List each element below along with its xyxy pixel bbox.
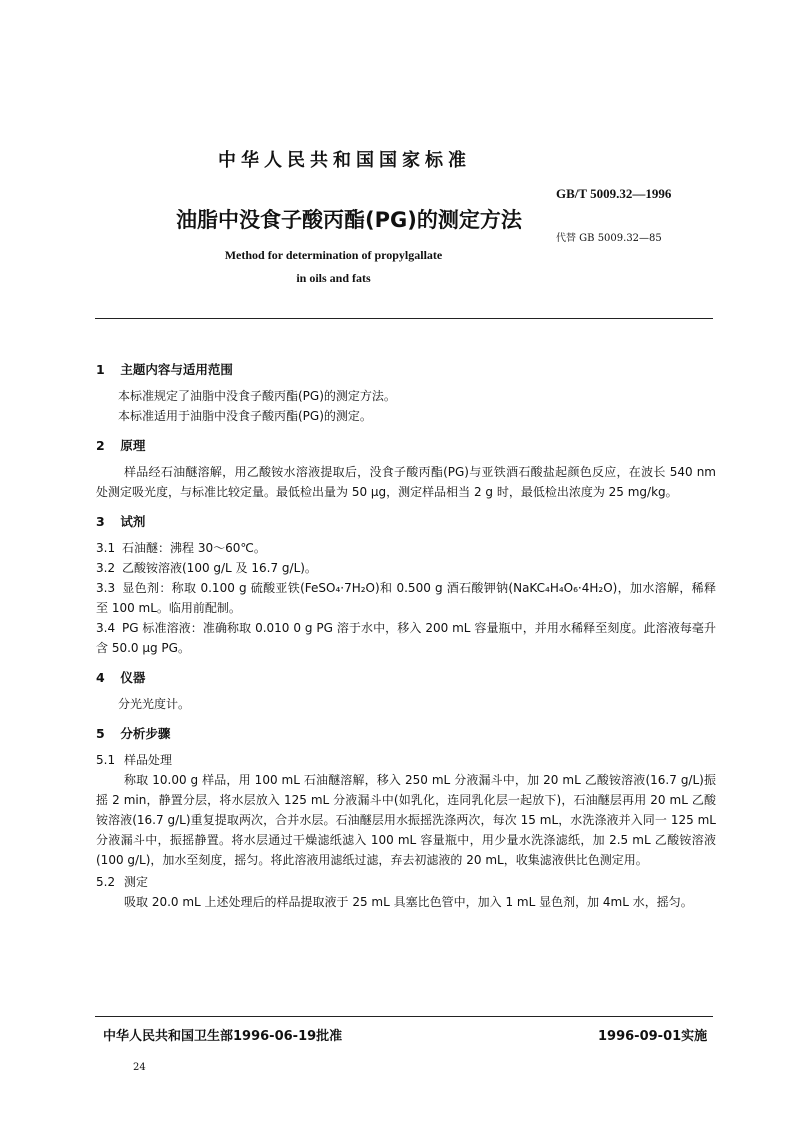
- section-1-heading: [96, 360, 716, 380]
- section-title: 试剂: [120, 514, 146, 529]
- section-number: 4: [96, 670, 105, 685]
- paragraph: 本标准规定了油脂中没食子酸丙酯(PG)的测定方法。: [118, 389, 396, 403]
- section-title: 原理: [120, 438, 146, 453]
- section-3-heading: [96, 512, 716, 532]
- document-body: [96, 356, 716, 912]
- standard-org-title: 中华人民共和国国家标准: [218, 150, 471, 171]
- section-number: 3: [96, 514, 105, 529]
- section-2-heading: [96, 436, 716, 456]
- reagent-item: 3.1 石油醚：沸程 30～60℃。: [96, 541, 266, 555]
- paragraph: 分光光度计。: [118, 697, 191, 711]
- paragraph: 吸取 20.0 mL 上述处理后的样品提取液于 25 mL 具塞比色管中，加入 1 mL 显色剂，加 4mL 水，摇匀。: [124, 895, 693, 909]
- section-5-heading: [96, 724, 716, 744]
- section-title: 分析步骤: [120, 726, 171, 741]
- approval-note: 中华人民共和国卫生部1996-06-19批准: [103, 1029, 343, 1044]
- english-title-line1: Method for determination of propylgallate: [224, 248, 443, 262]
- page-number: 24: [133, 1062, 146, 1073]
- paragraph: 本标准适用于油脂中没食子酸丙酯(PG)的测定。: [118, 409, 372, 423]
- replaces-note: 代替 GB 5009.32—85: [556, 233, 662, 244]
- section-4-heading: [96, 668, 716, 688]
- standard-title: 油脂中没食子酸丙酯(PG)的测定方法: [176, 208, 522, 232]
- paragraph: 样品经石油醚溶解，用乙酸铵水溶液提取后，没食子酸丙酯(PG)与亚铁酒石酸盐起颜色反应，在波长 540 nm 处测定吸光度，与标准比较定量。最低检出量为 50 μg，测定样品相当 2 g 时，最低检出浓度为 25 mg/kg。: [96, 465, 716, 499]
- paragraph: 称取 10.00 g 样品，用 100 mL 石油醚溶解，移入 250 mL 分液漏斗中，加 20 mL 乙酸铵溶液(16.7 g/L)振摇 2 min，静置分层，将水层放入 125 mL 分液漏斗中(如乳化，连同乳化层一起放下)，石油醚层再用 20 mL 乙酸铵溶液(16.7 g/L)重复提取两次，合并水层。石油醚层用水振摇洗涤两次，每次 15 mL，水洗涤液并入同一 125 mL 分液漏斗中，振摇静置。将水层通过干燥滤纸滤入 100 mL 容量瓶中，用少量水洗涤滤纸，加 2.5 mL 乙酸铵溶液(100 g/L)，加水至刻度，摇匀。将此溶液用滤纸过滤，弃去初滤液的 20 mL，收集滤液供比色测定用。: [96, 773, 716, 867]
- footer-divider: [95, 1016, 713, 1017]
- standard-code: GB/T 5009.32—1996: [556, 186, 672, 201]
- reagent-item: 3.4 PG 标准溶液：准确称取 0.010 0 g PG 溶于水中，移入 200 mL 容量瓶中，并用水稀释至刻度。此溶液每毫升含 50.0 μg PG。: [96, 621, 716, 655]
- reagent-item: 3.3 显色剂：称取 0.100 g 硫酸亚铁(FeSO₄·7H₂O)和 0.500 g 酒石酸钾钠(NaKC₄H₄O₆·4H₂O)，加水溶解，稀释至 100 mL。临用前配制。: [96, 581, 716, 615]
- section-number: 1: [96, 362, 105, 377]
- section-title: 主题内容与适用范围: [120, 362, 233, 377]
- subsection-heading: 5.1 样品处理: [96, 753, 173, 767]
- section-title: 仪器: [120, 670, 146, 685]
- reagent-item: 3.2 乙酸铵溶液(100 g/L 及 16.7 g/L)。: [96, 561, 317, 575]
- subsection-heading: 5.2 测定: [96, 875, 149, 889]
- header-divider: [95, 318, 713, 319]
- english-title-line2: in oils and fats: [296, 271, 371, 285]
- section-number: 5: [96, 726, 105, 741]
- effective-date: 1996-09-01实施: [598, 1029, 708, 1044]
- section-number: 2: [96, 438, 105, 453]
